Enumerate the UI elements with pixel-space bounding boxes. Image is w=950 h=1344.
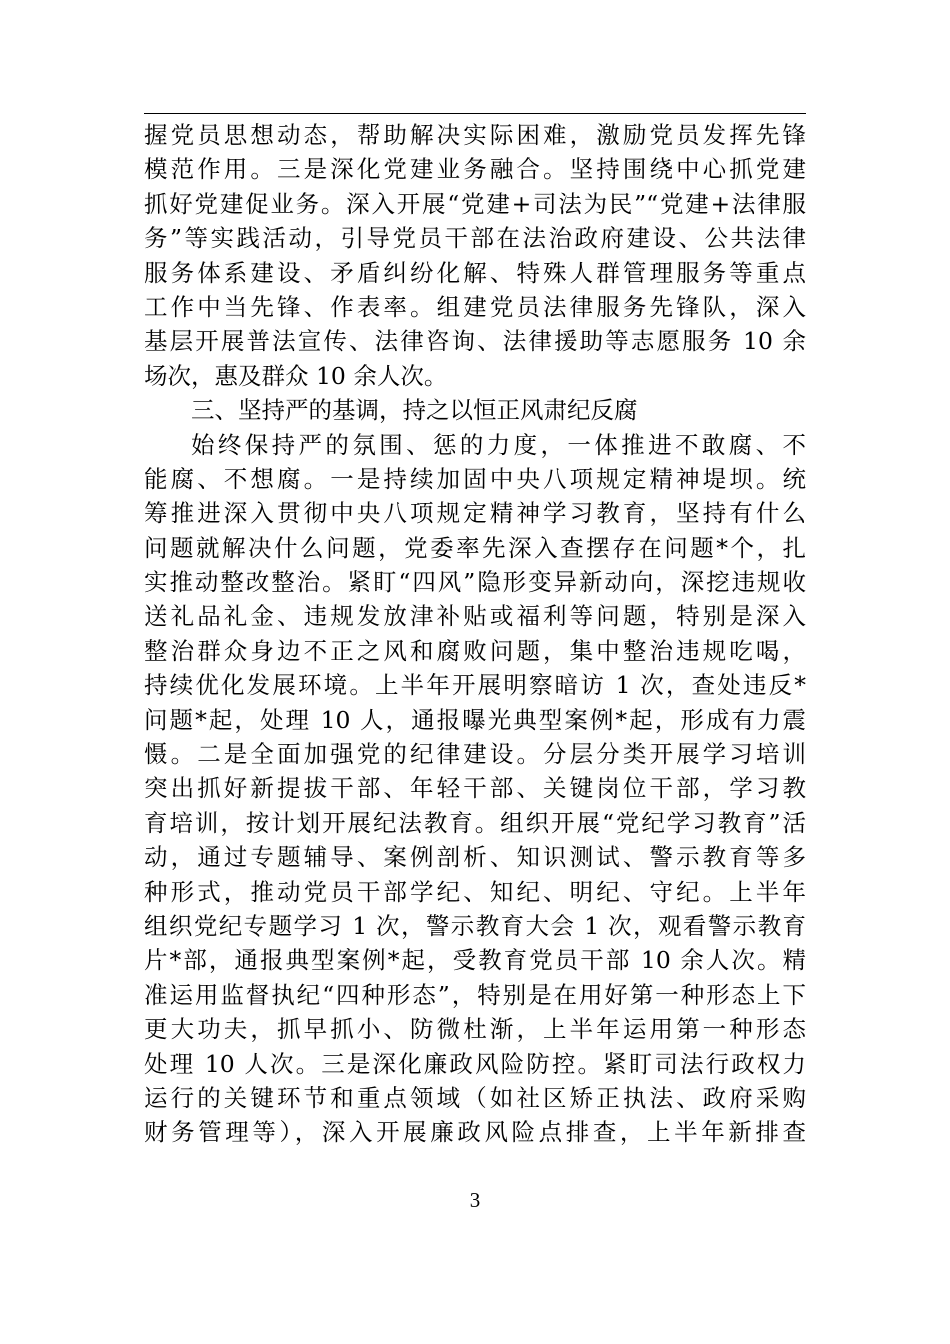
header-rule (144, 113, 806, 114)
text-line: 慑。二是全面加强党的纪律建设。分层分类开展学习培训 (144, 740, 806, 769)
text-line: 育培训，按计划开展纪法教育。组织开展“党纪学习教育”活 (144, 808, 806, 837)
text-line: 模范作用。三是深化党建业务融合。坚持围绕中心抓党建 (144, 155, 806, 184)
text-line: 始终保持严的氛围、惩的力度，一体推进不敢腐、不 (191, 430, 806, 459)
text-line: 财务管理等），深入开展廉政风险点排查，上半年新排查 (144, 1118, 806, 1147)
text-line: 片*部，通报典型案例*起，受教育党员干部 10 余人次。精 (144, 946, 806, 975)
text-line: 送礼品礼金、违规发放津补贴或福利等问题，特别是深入 (144, 602, 806, 631)
text-line: 问题*起，处理 10 人，通报曝光典型案例*起，形成有力震 (144, 705, 806, 734)
text-line: 种形式，推动党员干部学纪、知纪、明纪、守纪。上半年 (144, 877, 806, 906)
text-line: 工作中当先锋、作表率。组建党员法律服务先锋队，深入 (144, 292, 806, 321)
text-line: 服务体系建设、矛盾纠纷化解、特殊人群管理服务等重点 (144, 258, 806, 287)
text-line: 持续优化发展环境。上半年开展明察暗访 1 次，查处违反* (144, 671, 806, 700)
text-line: 组织党纪专题学习 1 次，警示教育大会 1 次，观看警示教育 (144, 911, 806, 940)
text-line: 基层开展普法宣传、法律咨询、法律援助等志愿服务 10 余 (144, 327, 806, 356)
text-line: 运行的关键环节和重点领域（如社区矫正执法、政府采购 (144, 1083, 806, 1112)
text-line: 更大功夫，抓早抓小、防微杜渐，上半年运用第一种形态 (144, 1015, 806, 1044)
page-number: 3 (469, 1188, 481, 1212)
body-text (144, 118, 806, 1150)
text-line: 整治群众身边不正之风和腐败问题，集中整治违规吃喝， (144, 636, 806, 665)
text-line: 抓好党建促业务。深入开展“党建+司法为民”“党建+法律服 (144, 189, 806, 218)
text-line: 处理 10 人次。三是深化廉政风险防控。紧盯司法行政权力 (144, 1049, 806, 1078)
text-line: 场次，惠及群众 10 余人次。 (144, 361, 448, 390)
text-line: 能腐、不想腐。一是持续加固中央八项规定精神堤坝。统 (144, 464, 806, 493)
text-line: 筹推进深入贯彻中央八项规定精神学习教育，坚持有什么 (144, 499, 806, 528)
text-line: 准运用监督执纪“四种形态”，特别是在用好第一种形态上下 (144, 980, 806, 1009)
text-line: 突出抓好新提拔干部、年轻干部、关键岗位干部，学习教 (144, 774, 806, 803)
text-line: 握党员思想动态，帮助解决实际困难，激励党员发挥先锋 (144, 121, 806, 149)
text-line: 问题就解决什么问题，党委率先深入查摆存在问题*个，扎 (144, 533, 806, 562)
text-line: 实推动整改整治。紧盯“四风”隐形变异新动向，深挖违规收 (144, 568, 806, 597)
text-line: 动，通过专题辅导、案例剖析、知识测试、警示教育等多 (144, 843, 806, 872)
section-heading: 三、坚持严的基调，持之以恒正风肃纪反腐 (191, 396, 638, 425)
text-line: 务”等实践活动，引导党员干部在法治政府建设、公共法律 (144, 224, 806, 253)
